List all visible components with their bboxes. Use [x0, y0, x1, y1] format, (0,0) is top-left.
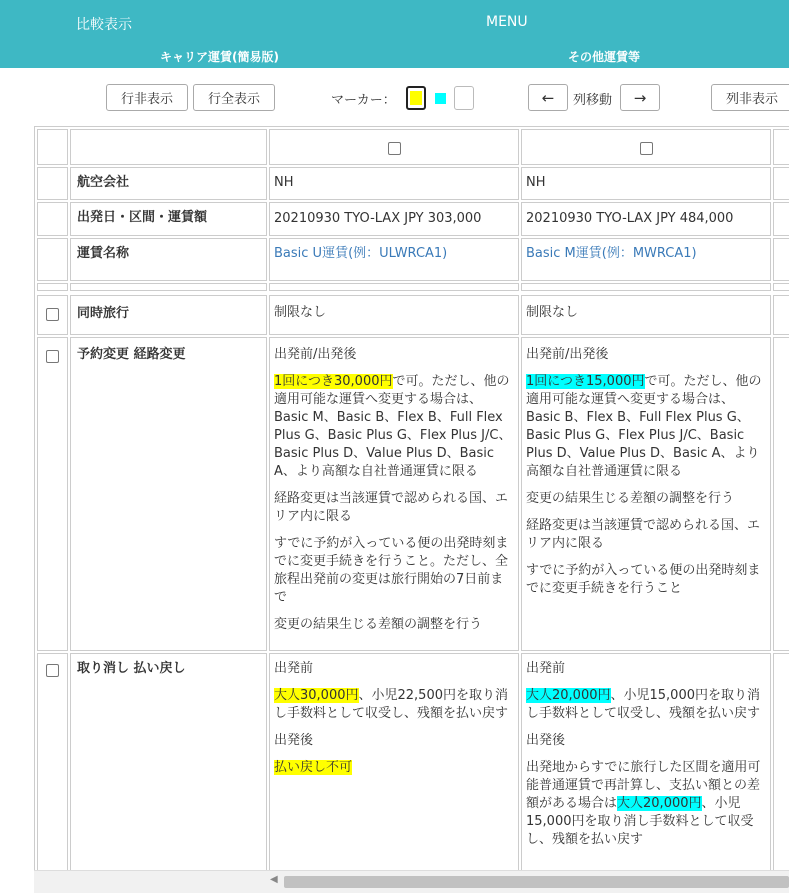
column-3-partial-cell	[773, 295, 789, 335]
marker-clear-button[interactable]	[454, 86, 474, 110]
carrier-fare-tab[interactable]: キャリア運賃(簡易版)	[160, 50, 279, 64]
row-fare-name-check-cell	[37, 238, 68, 281]
column-1-fare-name-link[interactable]: Basic U運賃(例：ULWRCA1)	[269, 238, 519, 281]
column-1-cancel-fee-text: 、小児22,500円を取り消し手数料として収受し、残額を払い戻す	[274, 688, 509, 721]
horizontal-scrollbar[interactable]	[34, 870, 789, 893]
column-1-departure: 20210930 TYO-LAX JPY 303,000	[269, 202, 519, 236]
column-3-partial-cell	[773, 167, 789, 200]
move-right-button[interactable]: →	[620, 84, 660, 111]
row-same-travel-label: 同時旅行	[70, 295, 267, 335]
column-2-fare-name-link[interactable]: Basic M運賃(例：MWRCA1)	[521, 238, 771, 281]
column-2-same-travel: 制限なし	[521, 295, 771, 335]
row-same-travel-check-cell	[37, 295, 68, 335]
column-2-cancel-fee-text: 、小児15,000円を取り消し手数料として収受し、残額を払い戻す	[526, 688, 761, 721]
column-1-change-route: 経路変更は当該運賃で認められる国、エリア内に限る	[274, 491, 509, 524]
marker-label: マーカー：	[331, 93, 396, 108]
row-airline-check-cell	[37, 167, 68, 200]
column-3-partial-cell	[773, 653, 789, 870]
column-2-change-fee-text: で可。ただし、他の適用可能な運賃へ変更する場合は、Basic B、Flex B、Full Flex Plus G、Basic Plus G、Flex Plus J/C、Basic Plus D、Value Plus D、Basic A、より高額な自社普通運賃に限る	[526, 374, 762, 479]
spacer-cell	[269, 283, 519, 291]
column-2-change-deadline: すでに予約が入っている便の出発時刻までに変更手続きを行うこと	[526, 563, 761, 596]
column-1-select-cell	[269, 129, 519, 165]
column-2-cancel-before: 出発前	[526, 661, 566, 676]
column-2-select-cell	[521, 129, 771, 165]
column-3-partial-cell	[773, 238, 789, 281]
column-1-change-deadline: すでに予約が入っている便の出発時刻までに変更手続きを行うこと。ただし、全旅程出発前の変更は旅行開始の7日前まで	[274, 536, 509, 605]
hide-row-button[interactable]: 行非表示	[106, 84, 188, 111]
column-2-change-timing: 出発前/出発後	[526, 347, 609, 362]
spacer-cell	[773, 283, 789, 291]
column-2-change-route: 経路変更は当該運賃で認められる国、エリア内に限る	[526, 518, 761, 551]
row-change-label: 予約変更 経路変更	[70, 337, 267, 651]
column-3-partial-cell	[773, 129, 789, 165]
top-header	[0, 0, 789, 68]
marker-yellow-button[interactable]	[406, 86, 426, 110]
column-2-checkbox[interactable]	[640, 142, 653, 155]
column-1-change	[269, 337, 519, 651]
column-1-change-timing: 出発前/出発後	[274, 347, 357, 362]
move-column-label: 列移動	[573, 93, 613, 108]
column-1-change-fee	[274, 373, 514, 481]
spacer-cell	[521, 283, 771, 291]
column-2-cancel-after-text-1: 出発地からすでに旅行した区間を適用可能普通運賃で再計算し、支払い額との差額がある場合は	[526, 760, 761, 811]
column-2-cancel-fee	[526, 687, 766, 723]
header-label-cell	[70, 129, 267, 165]
row-change-checkbox[interactable]	[46, 350, 59, 363]
column-2-airline: NH	[521, 167, 771, 200]
column-2-change	[521, 337, 771, 651]
toolbar	[0, 68, 789, 126]
comparison-table	[34, 126, 789, 870]
marker-cyan-button[interactable]	[430, 86, 450, 110]
row-cancel-label: 取り消し 払い戻し	[70, 653, 267, 870]
column-1-change-fee-text: で可。ただし、他の適用可能な運賃へ変更する場合は、Basic M、Basic B、Flex B、Full Flex Plus G、Basic Plus G、Flex Plus J/C、Basic Plus D、Value Plus D、Basic A、より高額な自社普通運賃に限る	[274, 374, 512, 479]
column-1-cancel	[269, 653, 519, 870]
column-1-same-travel: 制限なし	[269, 295, 519, 335]
column-2-departure: 20210930 TYO-LAX JPY 484,000	[521, 202, 771, 236]
move-left-button[interactable]: ←	[528, 84, 568, 111]
column-1-cancel-fee-highlight: 大人30,000円	[274, 688, 359, 703]
column-2-change-fee	[526, 373, 766, 481]
scroll-left-icon[interactable]: ◀	[270, 874, 278, 885]
hide-column-button[interactable]: 列非表示	[711, 84, 789, 111]
column-1-cancel-after: 出発後	[274, 733, 314, 748]
column-1-change-fee-highlight: 1回につき30,000円	[274, 374, 393, 389]
column-1-cancel-after-text	[274, 759, 514, 777]
row-departure-check-cell	[37, 202, 68, 236]
row-change-check-cell	[37, 337, 68, 651]
column-3-partial-cell	[773, 202, 789, 236]
spacer-cell	[70, 283, 267, 291]
show-all-rows-button[interactable]: 行全表示	[193, 84, 275, 111]
row-airline-label: 航空会社	[70, 167, 267, 200]
column-1-checkbox[interactable]	[388, 142, 401, 155]
scrollbar-thumb[interactable]	[284, 876, 789, 888]
corner-cell	[37, 129, 68, 165]
column-1-no-refund-highlight: 払い戻し不可	[274, 760, 353, 775]
column-1-change-diff: 変更の結果生じる差額の調整を行う	[274, 617, 483, 632]
column-3-partial-cell	[773, 337, 789, 651]
row-fare-name-label: 運賃名称	[70, 238, 267, 281]
column-2-change-diff: 変更の結果生じる差額の調整を行う	[526, 491, 735, 506]
spacer-cell	[37, 283, 68, 291]
row-cancel-check-cell	[37, 653, 68, 870]
compare-view-link[interactable]: 比較表示	[76, 17, 132, 33]
other-fare-tab[interactable]: その他運賃等	[568, 50, 641, 64]
row-departure-label: 出発日・区間・運賃額	[70, 202, 267, 236]
column-2-cancel-fee-highlight: 大人20,000円	[526, 688, 611, 703]
column-2-cancel-after-text	[526, 759, 766, 849]
column-2-cancel-after-highlight: 大人20,000円	[617, 796, 702, 811]
column-2-cancel-after-text-2: 、小児15,000円を取り消し手数料として収受し、残額を払い戻す	[526, 796, 754, 847]
column-2-cancel	[521, 653, 771, 870]
column-1-cancel-fee	[274, 687, 514, 723]
column-2-change-fee-highlight: 1回につき15,000円	[526, 374, 645, 389]
column-2-cancel-after: 出発後	[526, 733, 566, 748]
menu-link[interactable]: MENU	[486, 14, 528, 30]
row-same-travel-checkbox[interactable]	[46, 308, 59, 321]
column-1-cancel-before: 出発前	[274, 661, 314, 676]
row-cancel-checkbox[interactable]	[46, 664, 59, 677]
column-1-airline: NH	[269, 167, 519, 200]
